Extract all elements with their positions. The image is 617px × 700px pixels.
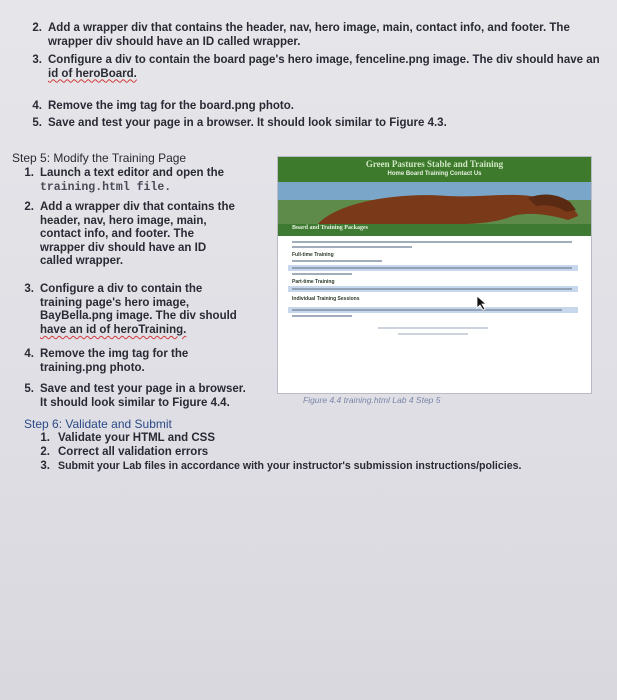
list-item-line: BayBella.png image. The div should [40,310,237,323]
list-item-line: wrapper div should have an ID [40,241,207,254]
list-item-line: Remove the img tag for the board.png photo. [48,100,294,112]
list-item-line: Add a wrapper div that contains the header, nav, hero image, main, contact info, and footer. The [48,22,570,34]
list-item-line: contact info, and footer. The [40,228,194,241]
list-number: 4. [24,348,34,360]
list-item-text: Validate your HTML and CSS [58,432,215,444]
figure-text-line [292,288,572,290]
figure-site-nav: Home Board Training Contact Us [387,171,482,177]
list-item-line: called wrapper. [40,255,124,268]
figure-site-header [278,157,591,182]
figure-text-line [292,309,562,311]
figure-footer-line [398,333,468,335]
list-number: 1. [40,432,50,444]
list-item-line: Save and test your page in a browser. It should look similar to Figure 4.3. [48,117,447,129]
figure-text-line [292,315,352,317]
list-item-text [40,383,246,410]
figure-section-heading: Individual Training Sessions [292,296,360,302]
list-item-text [40,201,235,269]
figure-text-line [292,241,572,243]
list-item-text [40,283,237,337]
list-item-line: wrapper div should have an ID called wrapper. [48,35,301,48]
list-item-line: Launch a text editor and open the [40,167,225,179]
list-item-line: header, nav, hero image, main, [40,214,207,227]
step6-heading: Step 6: Validate and Submit [24,417,172,431]
list-item-line: id of heroBoard. [48,67,137,80]
list-number: 3. [40,460,50,472]
list-number: 2. [32,22,42,34]
list-item-line: training.png photo. [40,361,145,374]
figure-site-title: Green Pastures Stable and Training [365,159,504,169]
step5-heading: Step 5: Modify the Training Page [12,151,187,165]
horse-photo-icon [278,182,591,224]
figure-hero-horse-image [278,182,591,224]
figure-band-heading: Board and Training Packages [292,225,368,231]
figure-section-heading: Part-time Training [292,279,335,285]
list-item-text [40,348,188,375]
list-item-line: It should look similar to Figure 4.4. [40,396,230,409]
list-item-line: training.html file. [40,180,172,194]
list-item-text [48,117,447,131]
figure-caption: Figure 4.4 training.html Lab 4 Step 5 [303,395,441,405]
list-item-text: Correct all validation errors [58,446,209,458]
list-number: 3. [24,283,34,295]
figure-text-line [292,260,382,262]
list-item-text: Submit your Lab files in accordance with your instructor's submission instructions/policies. [58,460,522,472]
mouse-cursor-icon [476,295,488,311]
list-number: 1. [24,167,34,179]
list-item-text [40,167,224,194]
list-number: 4. [32,100,42,112]
figure-4-4-screenshot [277,156,592,394]
list-number: 5. [32,117,42,129]
figure-text-line [292,246,412,248]
figure-section-heading: Full-time Training [292,252,334,258]
list-item-line: training page's hero image, [40,296,190,309]
figure-text-line [292,273,352,275]
list-item-line: Add a wrapper div that contains the [40,201,235,213]
list-number: 2. [40,446,50,458]
list-number: 2. [24,201,34,213]
list-item-text [48,22,570,49]
list-item-line: Remove the img tag for the [40,348,189,360]
list-item-line: Save and test your page in a browser. [40,383,246,395]
figure-band [278,224,591,236]
list-item-line: Configure a div to contain the board page's hero image, fenceline.png image. The div should have an [48,54,600,66]
list-number: 3. [32,54,42,66]
list-item-line: have an id of heroTraining. [40,323,187,336]
figure-footer-line [378,327,488,329]
list-item-line: Configure a div to contain the [40,283,203,295]
list-item-text [48,100,294,114]
list-number: 5. [24,383,34,395]
figure-text-line [292,267,572,269]
list-item-text [48,54,600,81]
